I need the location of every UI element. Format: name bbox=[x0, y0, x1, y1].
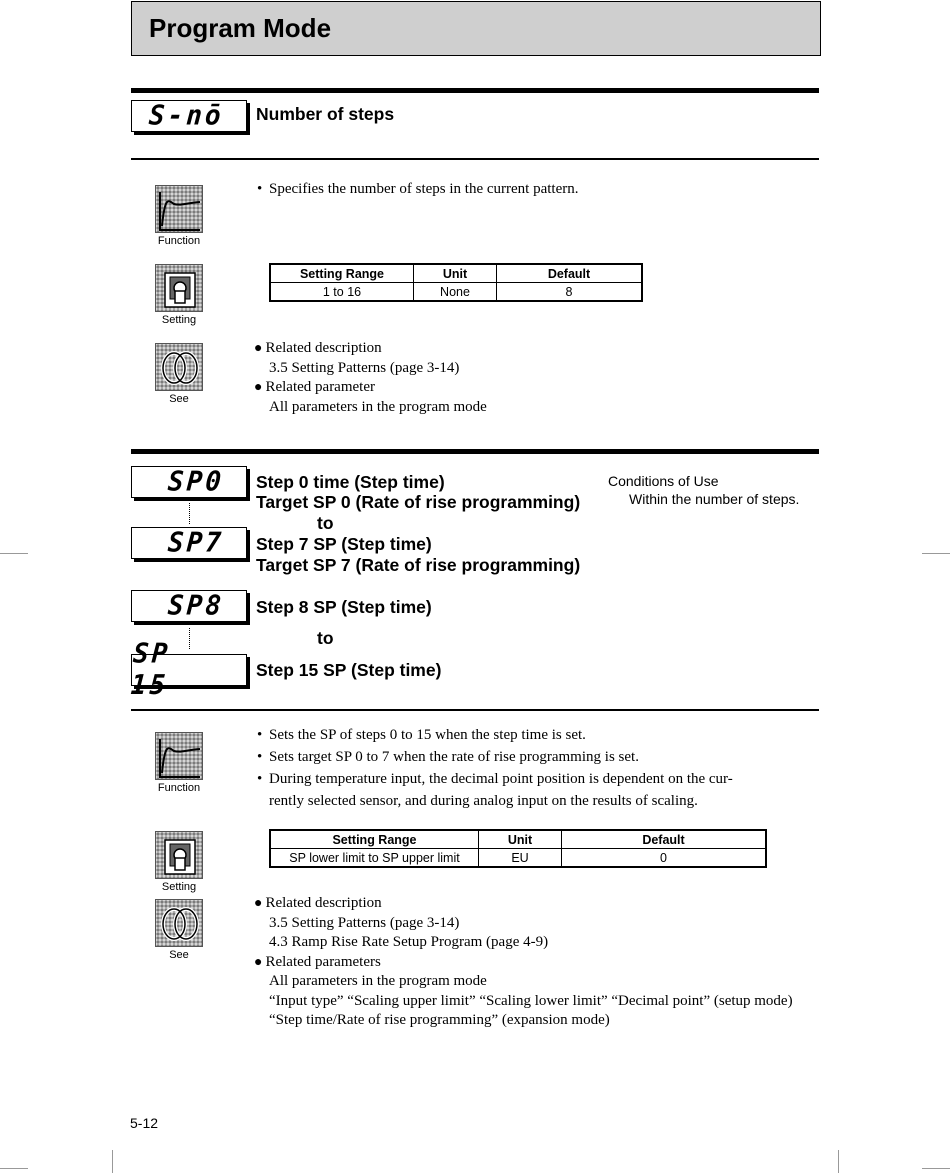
function-text: • Specifies the number of steps in the current pattern. bbox=[257, 181, 579, 197]
param-title-target-sp7: Target SP 7 (Rate of rise programming) bbox=[256, 555, 581, 575]
param-title-to: to bbox=[317, 628, 334, 648]
see-icon bbox=[155, 899, 203, 947]
crop-mark bbox=[922, 553, 950, 554]
function-icon-block bbox=[150, 185, 208, 247]
table-cell: SP lower limit to SP upper limit bbox=[270, 849, 479, 868]
function-icon bbox=[155, 185, 203, 233]
dotted-connector bbox=[189, 503, 190, 524]
lcd-display-sp8 bbox=[131, 590, 247, 622]
section-rule bbox=[131, 449, 819, 454]
related-info bbox=[254, 894, 799, 1031]
param-title-step15: Step 15 SP (Step time) bbox=[256, 660, 442, 680]
related-parameter-heading: ● Related parameter bbox=[254, 378, 487, 398]
lcd-text: S-nō bbox=[148, 100, 226, 132]
crop-mark bbox=[0, 553, 28, 554]
related-description-heading: ● Related description bbox=[254, 894, 799, 914]
function-icon-label: Function bbox=[157, 782, 201, 794]
param-title-target-sp0: Target SP 0 (Rate of rise programming) bbox=[256, 492, 581, 512]
related-parameter-item: All parameters in the program mode bbox=[269, 973, 487, 989]
table-row bbox=[270, 849, 766, 868]
function-text: • During temperature input, the decimal point position is dependent on the cur- bbox=[257, 771, 733, 787]
section-rule bbox=[131, 709, 819, 711]
table-header: Setting Range bbox=[270, 830, 479, 849]
setting-icon bbox=[155, 831, 203, 879]
param-title-step0: Step 0 time (Step time) bbox=[256, 472, 445, 492]
page-header bbox=[131, 1, 821, 56]
param-title-to: to bbox=[317, 513, 334, 533]
page-title: Program Mode bbox=[149, 13, 332, 43]
section-rule bbox=[131, 158, 819, 160]
function-text: rently selected sensor, and during analog input on the results of scaling. bbox=[269, 793, 698, 809]
see-icon-label: See bbox=[169, 949, 189, 961]
conditions-of-use bbox=[608, 472, 799, 508]
function-text: • Sets target SP 0 to 7 when the rate of rise programming is set. bbox=[257, 749, 639, 765]
table-header: Unit bbox=[414, 264, 497, 283]
lcd-text: SP0 bbox=[166, 466, 226, 498]
function-icon-block bbox=[150, 732, 208, 794]
related-description-item: 3.5 Setting Patterns (page 3-14) bbox=[269, 359, 460, 376]
setting-icon-label: Setting bbox=[161, 881, 197, 893]
related-info bbox=[254, 339, 487, 417]
crop-mark bbox=[0, 1168, 28, 1169]
setting-table bbox=[269, 829, 767, 868]
related-description-item: 4.3 Ramp Rise Rate Setup Program (page 4-9) bbox=[269, 934, 549, 950]
setting-icon-label: Setting bbox=[161, 314, 197, 326]
table-cell: 8 bbox=[497, 283, 643, 302]
function-icon-label: Function bbox=[157, 235, 201, 247]
crop-mark bbox=[112, 1150, 113, 1173]
function-icon bbox=[155, 732, 203, 780]
table-header: Default bbox=[497, 264, 643, 283]
param-title-step7: Step 7 SP (Step time) bbox=[256, 534, 432, 554]
conditions-heading: Conditions of Use bbox=[608, 473, 719, 489]
related-parameters-heading: ● Related parameters bbox=[254, 953, 799, 973]
table-header: Unit bbox=[479, 830, 562, 849]
lcd-text: SP8 bbox=[166, 590, 226, 622]
setting-icon-block bbox=[150, 831, 208, 893]
lcd-display-sp7 bbox=[131, 527, 247, 559]
table-cell: 0 bbox=[562, 849, 767, 868]
lcd-display-s-no bbox=[131, 100, 247, 132]
setting-icon bbox=[155, 264, 203, 312]
see-icon-block bbox=[150, 899, 208, 961]
setting-icon-block bbox=[150, 264, 208, 326]
table-header-row bbox=[270, 264, 642, 283]
table-header: Default bbox=[562, 830, 767, 849]
setting-table bbox=[269, 263, 643, 302]
param-title-step8: Step 8 SP (Step time) bbox=[256, 597, 432, 617]
see-icon bbox=[155, 343, 203, 391]
crop-mark bbox=[922, 1168, 950, 1169]
related-parameter-item: “Step time/Rate of rise programming” (expansion mode) bbox=[269, 1012, 610, 1028]
param-title-number-of-steps: Number of steps bbox=[256, 104, 395, 124]
function-text: • Sets the SP of steps 0 to 15 when the step time is set. bbox=[257, 727, 586, 743]
page-number: 5-12 bbox=[130, 1115, 159, 1131]
lcd-display-sp15 bbox=[129, 638, 247, 702]
lcd-text: SP 15 bbox=[129, 638, 172, 702]
table-cell: 1 to 16 bbox=[270, 283, 414, 302]
related-parameter-item: All parameters in the program mode bbox=[269, 398, 487, 415]
table-header-row bbox=[270, 830, 766, 849]
see-icon-block bbox=[150, 343, 208, 405]
lcd-display-sp0 bbox=[131, 466, 247, 498]
section-rule bbox=[131, 88, 819, 93]
table-cell: None bbox=[414, 283, 497, 302]
crop-mark bbox=[838, 1150, 839, 1173]
table-header: Setting Range bbox=[270, 264, 414, 283]
see-icon-label: See bbox=[169, 393, 189, 405]
table-row bbox=[270, 283, 642, 302]
conditions-value: Within the number of steps. bbox=[629, 491, 800, 507]
related-description-heading: ● Related description bbox=[254, 339, 487, 359]
table-cell: EU bbox=[479, 849, 562, 868]
related-description-item: 3.5 Setting Patterns (page 3-14) bbox=[269, 914, 460, 931]
lcd-text: SP7 bbox=[166, 527, 226, 559]
related-parameter-item: “Input type” “Scaling upper limit” “Scaling lower limit” “Decimal point” (setup mode) bbox=[269, 992, 793, 1009]
